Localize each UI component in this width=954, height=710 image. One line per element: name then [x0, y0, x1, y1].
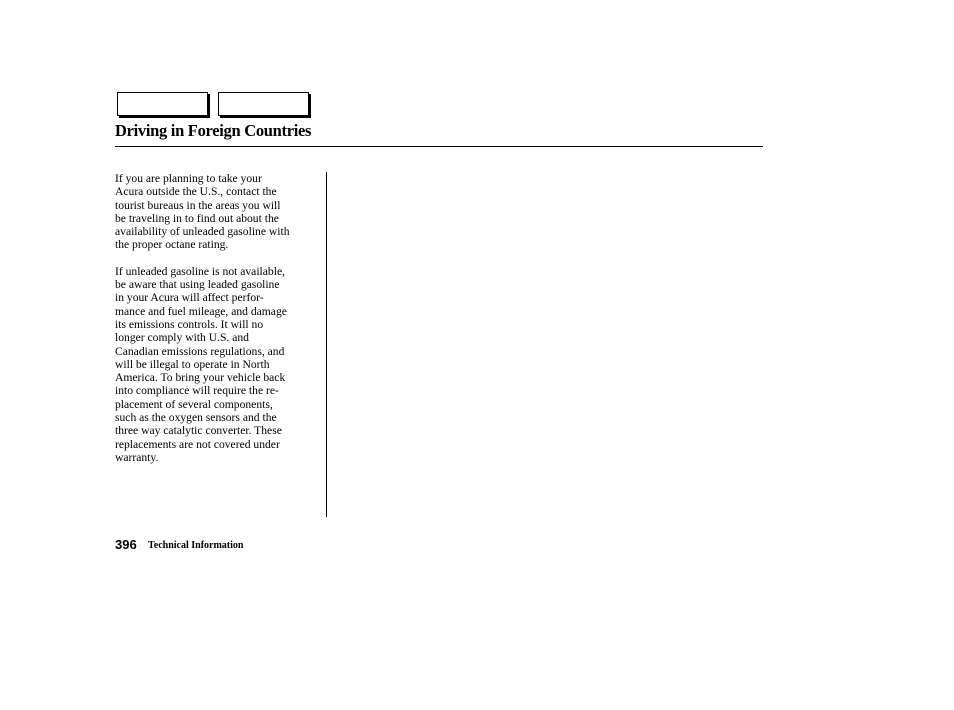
paragraph-line: America. To bring your vehicle back	[115, 371, 286, 385]
page-number: 396	[115, 537, 137, 552]
paragraph-line: tourist bureaus in the areas you will	[115, 198, 281, 212]
paragraph-1	[115, 172, 321, 252]
paragraph-line: will be illegal to operate in North	[115, 357, 270, 371]
paragraph-line: mance and fuel mileage, and damage	[115, 304, 287, 318]
paragraph-line: in your Acura will affect perfor-	[115, 291, 264, 305]
paragraph-line: such as the oxygen sensors and the	[115, 411, 277, 425]
page-title: Driving in Foreign Countries	[115, 121, 312, 140]
paragraph-line: be aware that using leaded gasoline	[115, 278, 280, 292]
paragraph-line: the proper octane rating.	[115, 238, 229, 252]
paragraph-line: three way catalytic converter. These	[115, 424, 282, 438]
paragraph-line: into compliance will require the re-	[115, 384, 279, 398]
paragraph-line: Acura outside the U.S., contact the	[115, 185, 277, 199]
body-column	[115, 172, 321, 477]
section-name: Technical Information	[148, 540, 244, 551]
paragraph-line: If unleaded gasoline is not available,	[115, 264, 285, 278]
paragraph-line: placement of several components,	[115, 397, 273, 411]
paragraph-line: availability of unleaded gasoline with	[115, 225, 290, 239]
paragraph-2	[115, 265, 321, 464]
paragraph-line: If you are planning to take your	[115, 172, 262, 185]
nav-box-right	[218, 92, 309, 116]
paragraph-line: replacements are not covered under	[115, 437, 280, 451]
nav-box-left	[117, 92, 208, 116]
paragraph-line: its emissions controls. It will no	[115, 317, 264, 331]
paragraph-line: Canadian emissions regulations, and	[115, 344, 285, 358]
paragraph-line: be traveling in to find out about the	[115, 211, 279, 225]
paragraph-line: longer comply with U.S. and	[115, 331, 249, 345]
title-rule	[115, 146, 763, 147]
paragraph-line: warranty.	[115, 450, 159, 464]
column-divider	[326, 172, 327, 517]
